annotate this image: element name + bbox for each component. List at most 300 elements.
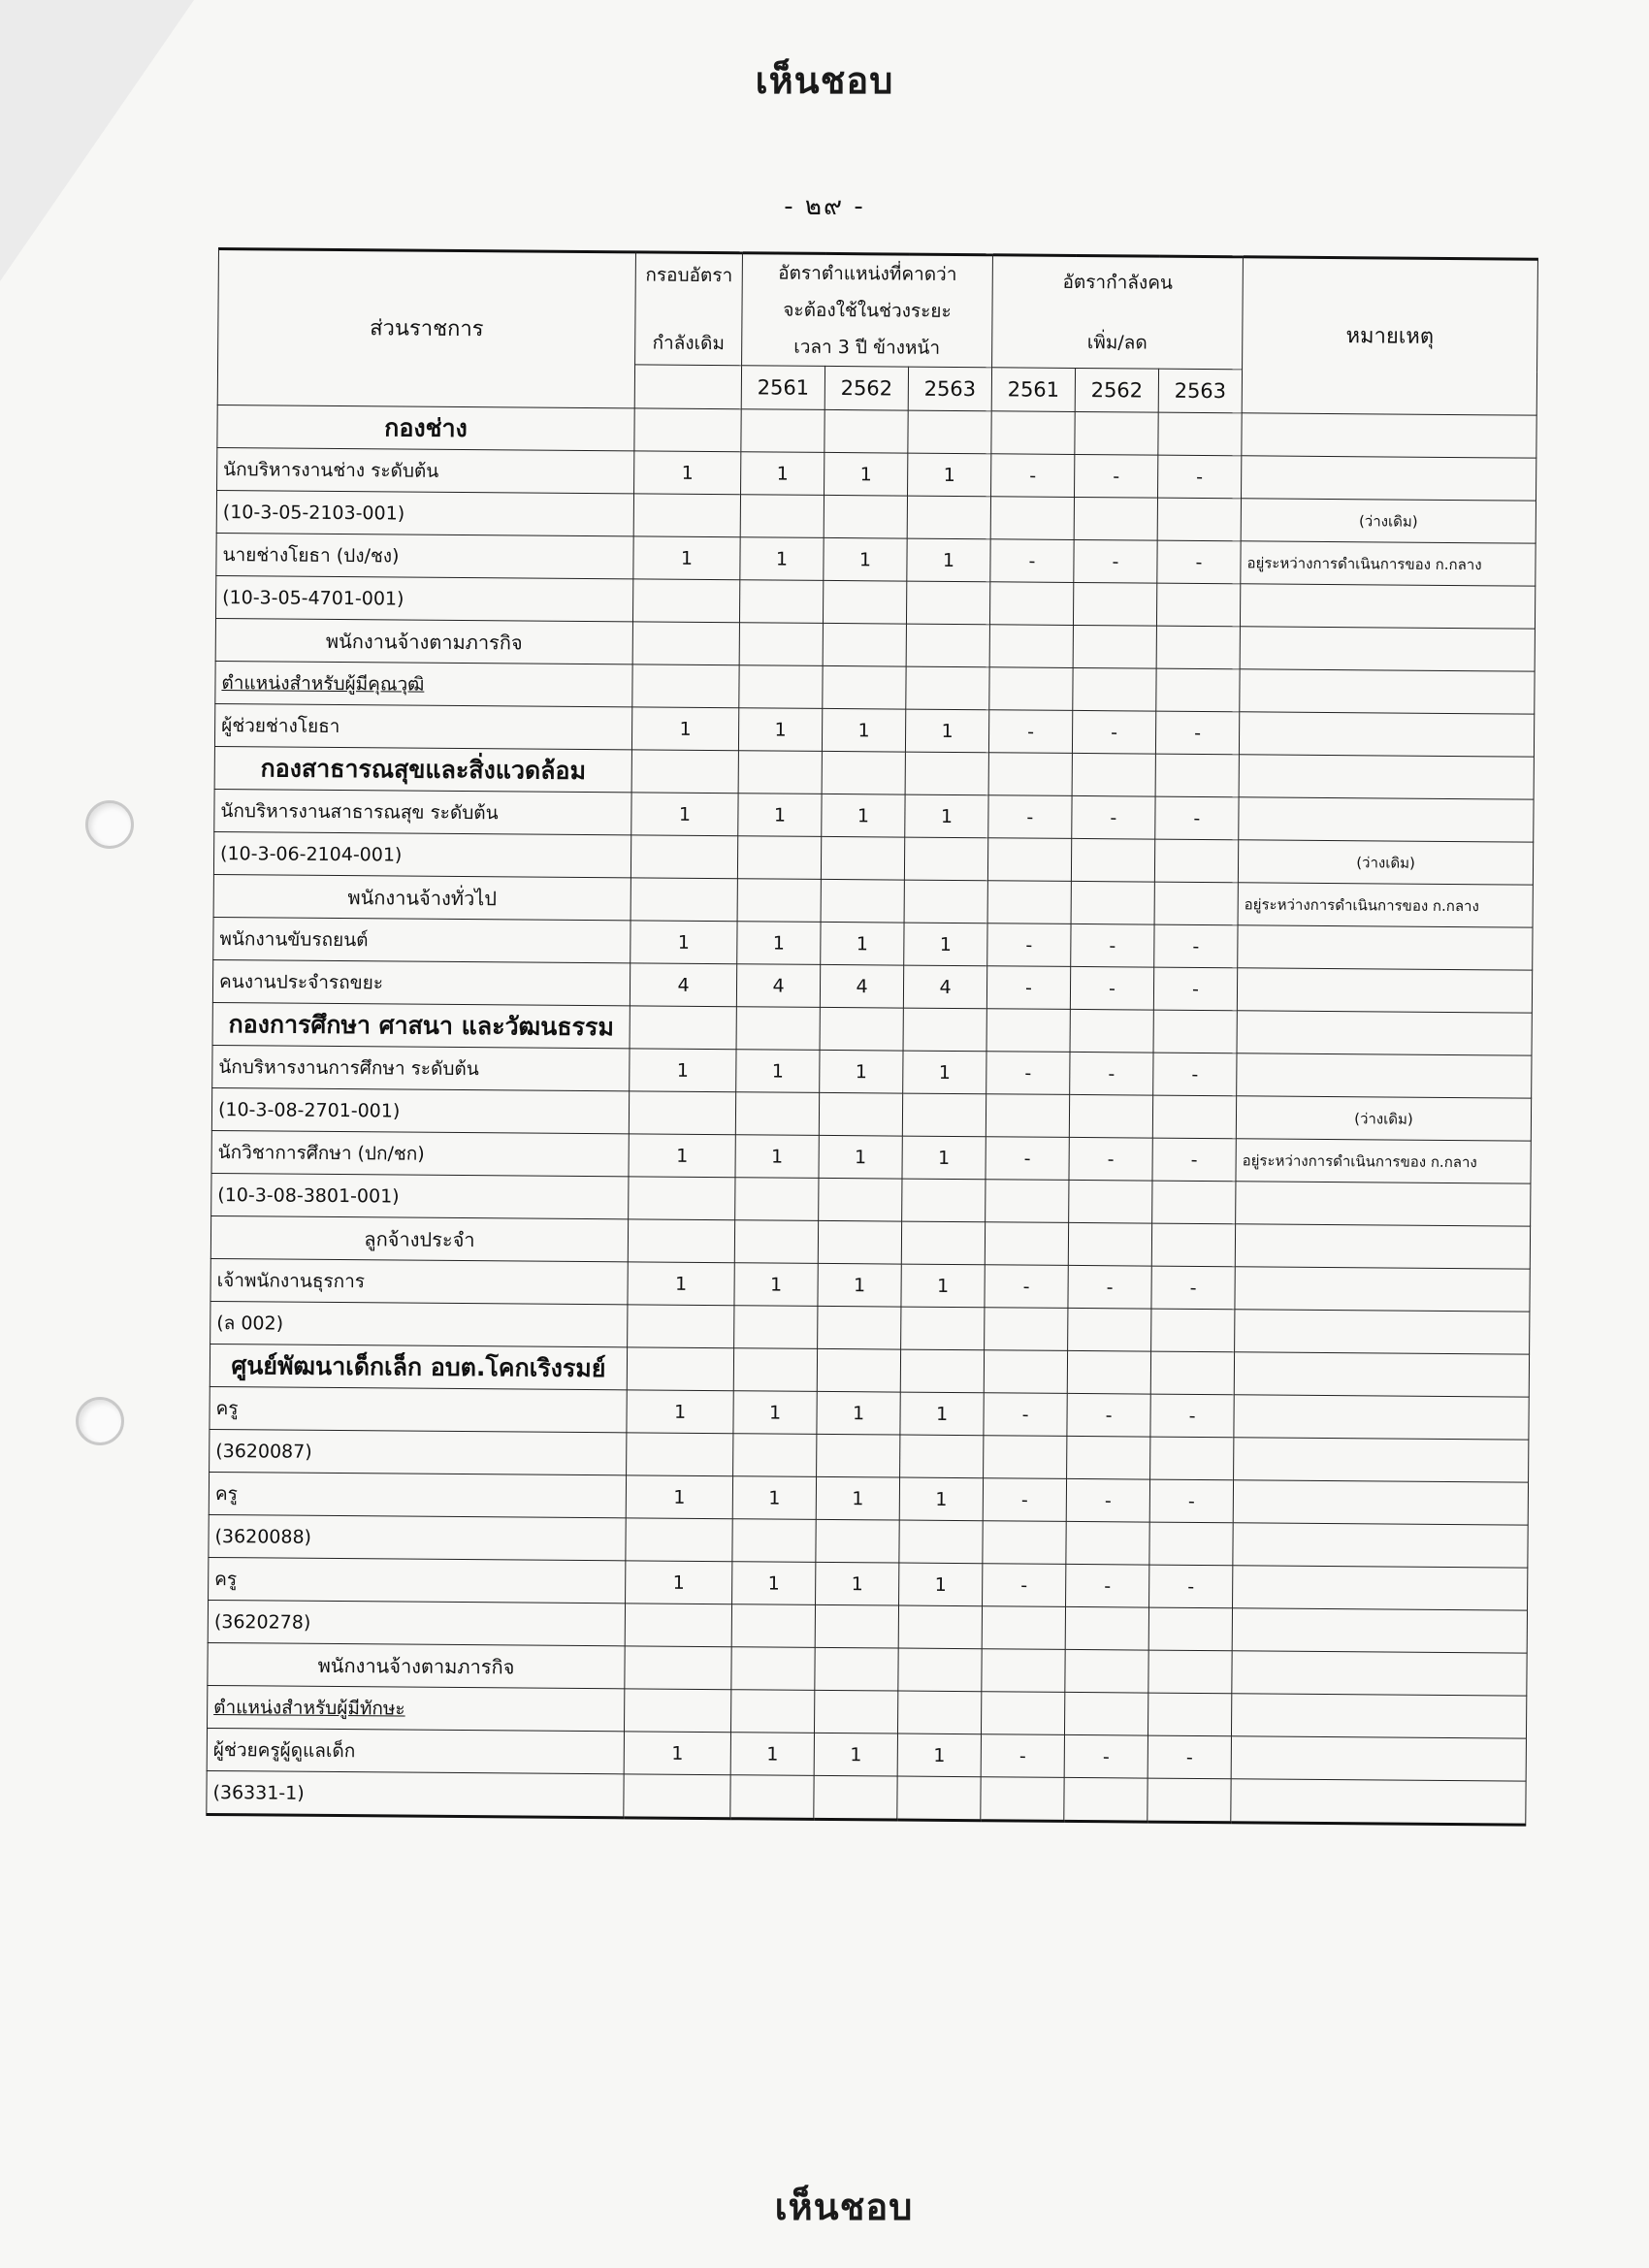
expected-position-value: 1: [738, 794, 822, 837]
empty-cell: [741, 409, 824, 453]
remark-cell: (ว่างเดิม): [1238, 840, 1533, 885]
empty-cell: [1149, 1522, 1233, 1566]
empty-cell: [984, 1350, 1067, 1394]
remark-cell: [1242, 413, 1536, 458]
empty-cell: [1148, 1778, 1231, 1823]
empty-cell: [739, 665, 823, 709]
empty-cell: [628, 1305, 734, 1348]
page-number: - ๒๙ -: [784, 192, 865, 221]
empty-cell: [821, 879, 904, 923]
remark-cell: [1233, 1566, 1528, 1610]
section-heading: กองช่าง: [217, 405, 634, 450]
empty-cell: [1157, 498, 1241, 541]
empty-cell: [816, 1519, 899, 1563]
empty-cell: [1067, 1436, 1150, 1479]
position-name: ครู: [209, 1557, 626, 1603]
folded-corner: [0, 0, 194, 281]
staff-change-value: -: [1072, 795, 1155, 839]
empty-cell: [907, 496, 990, 539]
table-body: [207, 405, 1536, 1825]
empty-cell: [737, 879, 821, 923]
empty-cell: [900, 1435, 984, 1478]
existing-frame-value: 1: [627, 1390, 733, 1434]
empty-cell: [632, 579, 739, 623]
header-frame-blank: [634, 365, 741, 409]
staff-change-value: -: [1068, 1265, 1151, 1309]
empty-cell: [1071, 881, 1154, 924]
header-remark: หมายเหตุ: [1242, 257, 1537, 415]
empty-cell: [901, 1221, 985, 1265]
staff-change-value: -: [1066, 1478, 1149, 1522]
punch-hole-bottom: [76, 1397, 124, 1445]
empty-cell: [989, 582, 1073, 626]
empty-cell: [731, 1604, 815, 1648]
remark-cell: [1238, 925, 1533, 970]
empty-cell: [735, 1092, 819, 1136]
staff-change-value: -: [1158, 455, 1242, 499]
empty-cell: [1151, 1223, 1235, 1267]
remark-cell: [1234, 1438, 1529, 1482]
empty-cell: [730, 1690, 814, 1733]
empty-cell: [822, 751, 905, 794]
position-code: (3620278): [208, 1600, 625, 1645]
header-existing-frame-line2: กำลังเดิม: [652, 332, 726, 355]
expected-position-value: 1: [733, 1391, 817, 1435]
position-name: ผู้ช่วยครูผู้ดูแลเด็ก: [207, 1728, 624, 1773]
empty-cell: [1074, 497, 1157, 540]
staff-change-value: -: [1153, 1053, 1237, 1096]
empty-cell: [984, 1436, 1067, 1479]
remark-cell: [1232, 1608, 1527, 1653]
empty-cell: [1148, 1650, 1232, 1694]
remark-cell: [1234, 1395, 1529, 1440]
empty-cell: [632, 622, 739, 665]
empty-cell: [898, 1605, 982, 1649]
remark-cell: [1233, 1480, 1528, 1525]
remark-cell: อยู่ระหว่างการดำเนินการของ ก.กลาง: [1241, 541, 1536, 586]
existing-frame-value: 1: [631, 793, 738, 836]
position-code: (10-3-08-3801-001): [211, 1173, 629, 1218]
position-code: (10-3-06-2104-001): [213, 831, 630, 877]
position-name: คนงานประจำรถขยะ: [212, 959, 630, 1005]
remark-cell: [1240, 669, 1535, 714]
empty-cell: [1148, 1607, 1232, 1651]
expected-position-value: 1: [816, 1562, 899, 1605]
approval-stamp-bottom: เห็นชอบ: [774, 2185, 914, 2228]
empty-cell: [899, 1520, 983, 1564]
empty-cell: [1070, 1009, 1153, 1053]
empty-cell: [986, 1180, 1069, 1223]
header-expected-line3: เวลา 3 ปี ข้างหน้า: [793, 336, 941, 359]
empty-cell: [1152, 1095, 1236, 1139]
expected-position-value: 1: [822, 708, 905, 752]
empty-cell: [1073, 667, 1156, 711]
expected-position-value: 1: [905, 794, 988, 838]
staffing-table: [206, 247, 1538, 1827]
existing-frame-value: 1: [626, 1475, 732, 1519]
empty-cell: [630, 835, 737, 879]
section-heading: กองการศึกษา ศาสนา และวัฒนธรรม: [212, 1002, 630, 1048]
empty-cell: [814, 1690, 897, 1733]
staff-change-value: -: [1153, 967, 1237, 1011]
header-year: 2561: [991, 368, 1075, 412]
empty-cell: [819, 1092, 902, 1136]
empty-cell: [1075, 411, 1158, 455]
existing-frame-value: 1: [626, 1561, 732, 1604]
staff-change-value: -: [1154, 924, 1238, 968]
remark-cell: [1237, 1011, 1532, 1055]
empty-cell: [1065, 1649, 1148, 1693]
empty-cell: [634, 408, 741, 452]
empty-cell: [1152, 1181, 1236, 1224]
empty-cell: [1154, 839, 1238, 883]
empty-cell: [1071, 838, 1154, 882]
header-staff-change: [992, 255, 1244, 370]
empty-cell: [987, 838, 1071, 882]
empty-cell: [1068, 1222, 1151, 1266]
header-year: 2563: [908, 367, 991, 411]
remark-cell: [1235, 1267, 1530, 1312]
expected-position-value: 1: [902, 1136, 986, 1180]
empty-cell: [624, 1774, 730, 1819]
empty-cell: [988, 753, 1072, 796]
subsection-heading: พนักงานจ้างตามภารกิจ: [215, 618, 632, 664]
empty-cell: [731, 1647, 815, 1691]
header-change-line1: อัตรากำลังคน: [1062, 271, 1174, 294]
expected-position-value: 1: [904, 923, 987, 966]
staff-change-value: -: [1071, 923, 1154, 967]
staff-change-value: -: [1148, 1735, 1231, 1779]
expected-position-value: 1: [897, 1733, 981, 1777]
staff-change-value: -: [991, 454, 1075, 498]
empty-cell: [906, 666, 989, 710]
header-expected-line1: อัตราตำแหน่งที่คาดว่า: [778, 262, 957, 285]
staff-change-value: -: [1066, 1564, 1149, 1607]
empty-cell: [906, 624, 989, 667]
staff-change-value: -: [985, 1265, 1068, 1309]
expected-position-value: 1: [736, 1050, 820, 1093]
position-code: (10-3-08-2701-001): [211, 1087, 629, 1133]
expected-position-value: 1: [907, 538, 990, 582]
position-code: (3620088): [209, 1514, 626, 1560]
expected-position-value: 1: [821, 922, 904, 965]
staff-change-value: -: [1149, 1565, 1233, 1608]
expected-position-value: 1: [899, 1563, 983, 1606]
expected-position-value: 4: [820, 964, 903, 1008]
empty-cell: [903, 1008, 986, 1052]
empty-cell: [823, 580, 906, 624]
staff-change-value: -: [984, 1393, 1067, 1437]
empty-cell: [633, 494, 740, 537]
empty-cell: [630, 1006, 736, 1050]
position-name: ครู: [210, 1386, 627, 1432]
empty-cell: [817, 1348, 900, 1392]
empty-cell: [740, 495, 824, 538]
staff-change-value: -: [1070, 1052, 1153, 1095]
expected-position-value: 4: [903, 965, 986, 1009]
expected-position-value: 4: [736, 964, 820, 1008]
staff-change-value: -: [986, 966, 1070, 1010]
expected-position-value: 1: [734, 1263, 818, 1307]
position-name: ครู: [209, 1472, 626, 1517]
existing-frame-value: 1: [630, 1049, 736, 1092]
empty-cell: [982, 1649, 1065, 1693]
expected-position-value: 1: [903, 1051, 986, 1094]
empty-cell: [629, 1177, 735, 1220]
empty-cell: [628, 1219, 734, 1263]
staff-change-value: -: [983, 1564, 1066, 1607]
position-name: นักบริหารงานการศึกษา ระดับต้น: [212, 1045, 630, 1090]
empty-cell: [815, 1647, 898, 1691]
position-name: นักบริหารงานสาธารณสุข ระดับต้น: [214, 789, 631, 834]
staff-change-value: -: [1151, 1266, 1235, 1310]
expected-position-value: 1: [737, 922, 821, 965]
empty-cell: [1150, 1351, 1234, 1395]
expected-position-value: 1: [820, 1050, 903, 1093]
empty-cell: [983, 1521, 1066, 1565]
empty-cell: [823, 665, 906, 709]
empty-cell: [819, 1178, 902, 1221]
empty-cell: [1158, 412, 1242, 456]
empty-cell: [732, 1519, 816, 1563]
header-expected-positions: [742, 253, 993, 368]
remark-cell: [1235, 1310, 1530, 1354]
position-code: (ล 002): [210, 1301, 628, 1346]
empty-cell: [897, 1776, 981, 1821]
empty-cell: [734, 1220, 818, 1264]
empty-cell: [905, 752, 988, 795]
empty-cell: [901, 1307, 985, 1350]
position-name: พนักงานขับรถยนต์: [213, 917, 630, 962]
empty-cell: [900, 1349, 984, 1393]
empty-cell: [1072, 753, 1155, 796]
empty-cell: [902, 1179, 986, 1222]
empty-cell: [1155, 754, 1239, 797]
subsection-heading: พนักงานจ้างตามภารกิจ: [208, 1642, 625, 1688]
subsection-heading: พนักงานจ้างทั่วไป: [213, 874, 630, 920]
remark-cell: [1231, 1736, 1526, 1781]
expected-position-value: 1: [819, 1135, 902, 1179]
empty-cell: [991, 411, 1075, 455]
staff-change-value: -: [1067, 1393, 1150, 1437]
empty-cell: [904, 837, 987, 881]
empty-cell: [989, 625, 1073, 668]
expected-position-value: 1: [738, 708, 822, 752]
empty-cell: [987, 881, 1071, 924]
staff-change-value: -: [988, 795, 1072, 839]
punch-hole-top: [85, 800, 134, 849]
staff-change-value: -: [1150, 1394, 1234, 1438]
staff-change-value: -: [986, 1052, 1070, 1095]
empty-cell: [629, 1091, 735, 1135]
empty-cell: [1153, 1010, 1237, 1053]
approval-stamp-top: เห็นชอบ: [755, 58, 894, 102]
existing-frame-value: 1: [629, 1134, 735, 1178]
expected-position-value: 1: [901, 1264, 985, 1308]
empty-cell: [986, 1009, 1070, 1053]
empty-cell: [898, 1648, 982, 1692]
empty-cell: [821, 836, 904, 880]
empty-cell: [1156, 583, 1240, 627]
empty-cell: [730, 1775, 814, 1820]
empty-cell: [1073, 582, 1156, 626]
empty-cell: [985, 1308, 1068, 1351]
empty-cell: [818, 1220, 901, 1264]
empty-cell: [902, 1093, 986, 1137]
staff-change-value: -: [1149, 1479, 1233, 1523]
expected-position-value: 1: [735, 1135, 819, 1179]
empty-cell: [1065, 1606, 1148, 1650]
remark-cell: [1242, 456, 1536, 501]
position-code: (10-3-05-2103-001): [216, 490, 633, 535]
empty-cell: [737, 836, 821, 880]
section-heading: ศูนย์พัฒนาเด็กเล็ก อบต.โคกเริงรมย์: [210, 1344, 627, 1389]
empty-cell: [739, 580, 823, 624]
empty-cell: [733, 1348, 817, 1392]
remark-cell: [1240, 627, 1535, 671]
position-name: ผู้ช่วยช่างโยธา: [214, 703, 631, 749]
expected-position-value: 1: [741, 452, 824, 496]
section-heading: กองสาธารณสุขและสิ่งแวดล้อม: [214, 746, 631, 792]
empty-cell: [1068, 1308, 1151, 1351]
empty-cell: [1156, 668, 1240, 712]
staff-change-value: -: [1155, 796, 1239, 840]
staff-change-value: -: [1152, 1138, 1236, 1182]
empty-cell: [815, 1604, 898, 1648]
empty-cell: [824, 409, 908, 453]
staff-change-value: -: [1064, 1734, 1148, 1778]
empty-cell: [908, 410, 991, 454]
remark-cell: [1239, 755, 1534, 799]
empty-cell: [630, 878, 737, 922]
empty-cell: [982, 1606, 1065, 1650]
expected-position-value: 1: [905, 709, 988, 753]
staff-change-value: -: [990, 539, 1074, 583]
expected-position-value: 1: [824, 452, 908, 496]
existing-frame-value: 1: [631, 707, 738, 751]
position-category: ตำแหน่งสำหรับผู้มีทักษะ: [208, 1685, 625, 1731]
empty-cell: [1151, 1309, 1235, 1352]
empty-cell: [739, 623, 823, 666]
remark-cell: [1235, 1224, 1530, 1269]
position-code: (36331-1): [207, 1770, 624, 1817]
remark-cell: [1237, 1053, 1532, 1098]
table-row: [207, 1770, 1526, 1825]
staff-change-value: -: [1074, 539, 1157, 583]
staff-change-value: -: [1069, 1137, 1152, 1181]
existing-frame-value: 1: [634, 451, 741, 495]
header-year: 2562: [824, 366, 908, 410]
remark-cell: [1231, 1694, 1526, 1738]
existing-frame-value: 4: [630, 963, 736, 1007]
expected-position-value: 1: [814, 1733, 897, 1776]
expected-position-value: 1: [730, 1733, 814, 1776]
header-change-line2: เพิ่ม/ลด: [1086, 332, 1148, 354]
existing-frame-value: 1: [624, 1732, 730, 1775]
remark-cell: อยู่ระหว่างการดำเนินการของ ก.กลาง: [1236, 1139, 1531, 1183]
empty-cell: [823, 623, 906, 666]
expected-position-value: 1: [816, 1476, 899, 1520]
existing-frame-value: 1: [633, 536, 740, 580]
remark-cell: [1237, 968, 1532, 1013]
empty-cell: [1148, 1693, 1231, 1736]
position-name: นายช่างโยธา (ปง/ชง): [216, 533, 633, 578]
expected-position-value: 1: [818, 1263, 901, 1307]
remark-cell: [1239, 797, 1534, 842]
empty-cell: [1154, 882, 1238, 925]
empty-cell: [1073, 625, 1156, 668]
staff-change-value: -: [986, 1137, 1069, 1181]
remark-cell: [1232, 1651, 1527, 1696]
empty-cell: [897, 1691, 981, 1734]
empty-cell: [733, 1434, 817, 1477]
empty-cell: [1064, 1777, 1148, 1822]
remark-cell: [1234, 1352, 1529, 1397]
empty-cell: [818, 1306, 901, 1349]
header-year: 2562: [1075, 368, 1158, 412]
empty-cell: [820, 1007, 903, 1051]
empty-cell: [1064, 1692, 1148, 1735]
empty-cell: [1150, 1437, 1234, 1480]
remark-cell: [1236, 1182, 1531, 1226]
staff-change-value: -: [983, 1478, 1066, 1522]
staff-change-value: -: [987, 923, 1071, 967]
staffing-table-sheet: [206, 247, 1537, 1907]
empty-cell: [990, 497, 1074, 540]
header-year: 2561: [741, 366, 824, 410]
staff-change-value: -: [1157, 540, 1241, 584]
expected-position-value: 1: [817, 1391, 900, 1435]
staff-change-value: -: [1075, 454, 1158, 498]
expected-position-value: 1: [822, 794, 905, 837]
empty-cell: [1066, 1521, 1149, 1565]
remark-cell: [1239, 712, 1534, 757]
empty-cell: [625, 1646, 731, 1690]
empty-cell: [736, 1007, 820, 1051]
empty-cell: [626, 1518, 732, 1562]
subsection-heading: ลูกจ้างประจำ: [210, 1215, 628, 1261]
empty-cell: [906, 581, 989, 625]
header-expected-line2: จะต้องใช้ในช่วงระยะ: [783, 299, 952, 322]
empty-cell: [904, 880, 987, 923]
position-code: (10-3-05-4701-001): [215, 575, 632, 621]
empty-cell: [817, 1434, 900, 1477]
empty-cell: [985, 1222, 1068, 1266]
empty-cell: [1067, 1350, 1150, 1394]
empty-cell: [1069, 1180, 1152, 1223]
remark-cell: [1231, 1779, 1526, 1825]
position-name: นักบริหารงานช่าง ระดับต้น: [217, 447, 634, 493]
existing-frame-value: 1: [630, 921, 737, 964]
empty-cell: [735, 1178, 819, 1221]
expected-position-value: 1: [900, 1392, 984, 1436]
expected-position-value: 1: [740, 537, 824, 581]
header-year: 2563: [1158, 369, 1242, 413]
header-existing-frame-line1: กรอบอัตรา: [645, 264, 733, 287]
empty-cell: [627, 1347, 733, 1391]
remark-cell: [1233, 1523, 1528, 1568]
remark-cell: (ว่างเดิม): [1241, 499, 1536, 543]
expected-position-value: 1: [732, 1476, 816, 1520]
staff-change-value: -: [981, 1734, 1064, 1778]
empty-cell: [734, 1306, 818, 1349]
position-code: (3620087): [210, 1429, 627, 1474]
remark-cell: อยู่ระหว่างการดำเนินการของ ก.กลาง: [1238, 883, 1533, 927]
empty-cell: [631, 750, 738, 794]
empty-cell: [625, 1604, 731, 1647]
staff-change-value: -: [1072, 710, 1155, 754]
empty-cell: [981, 1692, 1064, 1735]
